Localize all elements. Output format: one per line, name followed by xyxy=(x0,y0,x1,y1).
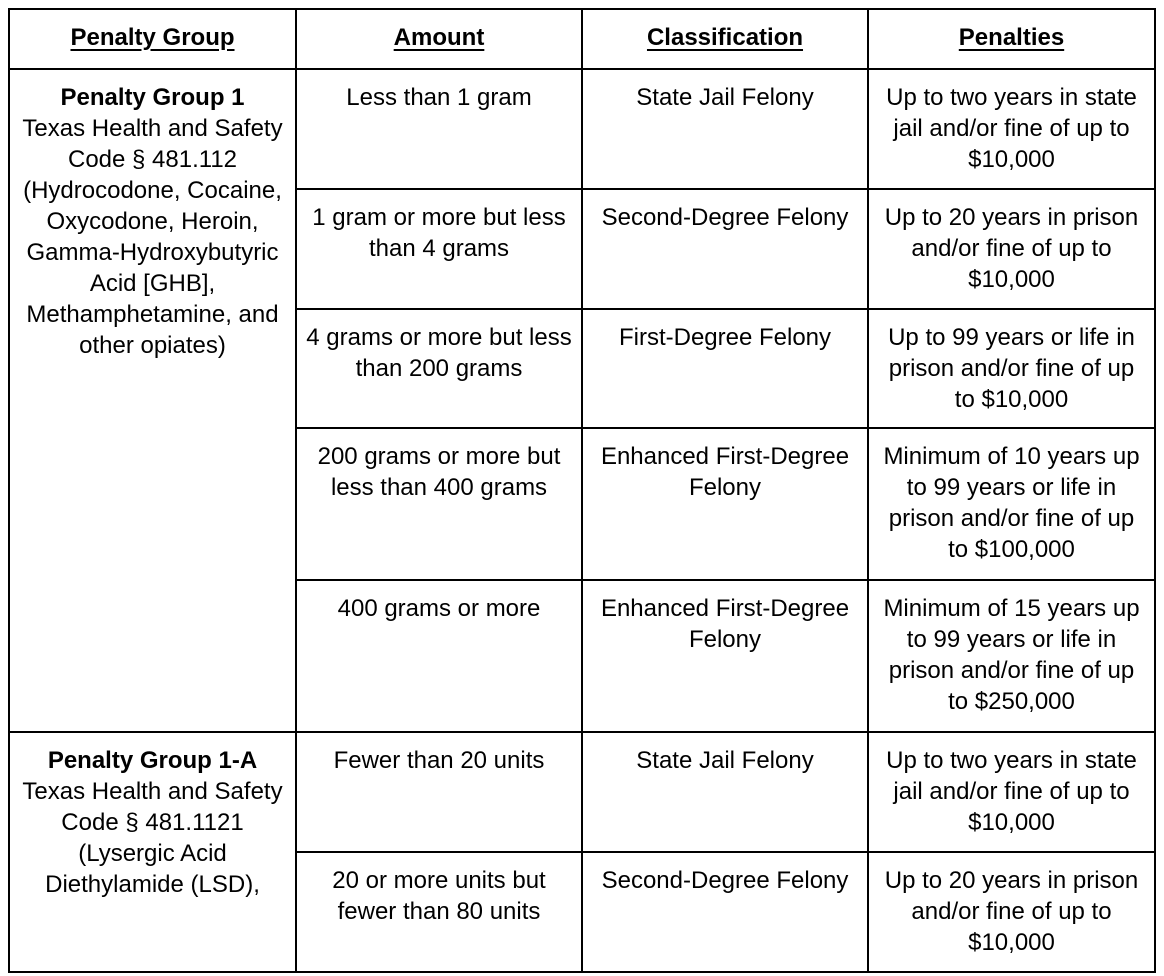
classification-cell: State Jail Felony xyxy=(582,732,868,852)
penalty-cell: Up to two years in state jail and/or fine of up to $10,000 xyxy=(868,732,1155,852)
header-classification: Classification xyxy=(582,9,868,69)
amount-cell: 400 grams or more xyxy=(296,580,582,732)
penalty-cell: Up to two years in state jail and/or fine of up to $10,000 xyxy=(868,69,1155,189)
penalty-group-cell xyxy=(9,732,296,972)
header-penalty-group: Penalty Group xyxy=(9,9,296,69)
penalty-cell: Minimum of 10 years up to 99 years or life in prison and/or fine of up to $100,000 xyxy=(868,428,1155,580)
header-row xyxy=(9,9,1155,69)
classification-cell: Second-Degree Felony xyxy=(582,189,868,309)
penalty-cell: Up to 20 years in prison and/or fine of up to $10,000 xyxy=(868,852,1155,972)
penalty-group-description: Texas Health and Safety Code § 481.112 (Hydrocodone, Cocaine, Oxycodone, Heroin, Gamma-Hydroxybutyric Acid [GHB], Methamphetamine, and other opiates) xyxy=(22,115,283,359)
penalty-cell: Up to 99 years or life in prison and/or fine of up to $10,000 xyxy=(868,309,1155,428)
amount-cell: Fewer than 20 units xyxy=(296,732,582,852)
penalty-cell: Minimum of 15 years up to 99 years or life in prison and/or fine of up to $250,000 xyxy=(868,580,1155,732)
classification-cell: Enhanced First-Degree Felony xyxy=(582,580,868,732)
penalty-group-description: Texas Health and Safety Code § 481.1121 (Lysergic Acid Diethylamide (LSD), xyxy=(22,778,283,898)
classification-cell: First-Degree Felony xyxy=(582,309,868,428)
classification-cell: Second-Degree Felony xyxy=(582,852,868,972)
header-penalties: Penalties xyxy=(868,9,1155,69)
amount-cell: 4 grams or more but less than 200 grams xyxy=(296,309,582,428)
penalty-cell: Up to 20 years in prison and/or fine of up to $10,000 xyxy=(868,189,1155,309)
penalty-group-name: Penalty Group 1 xyxy=(60,84,245,111)
classification-cell: Enhanced First-Degree Felony xyxy=(582,428,868,580)
penalty-group-cell xyxy=(9,69,296,732)
classification-cell: State Jail Felony xyxy=(582,69,868,189)
penalty-group-name: Penalty Group 1-A xyxy=(47,747,258,774)
table-row xyxy=(9,69,1155,189)
amount-cell: 20 or more units but fewer than 80 units xyxy=(296,852,582,972)
penalty-table xyxy=(8,8,1156,973)
amount-cell: 200 grams or more but less than 400 grams xyxy=(296,428,582,580)
amount-cell: 1 gram or more but less than 4 grams xyxy=(296,189,582,309)
header-amount: Amount xyxy=(296,9,582,69)
table-row xyxy=(9,732,1155,852)
amount-cell: Less than 1 gram xyxy=(296,69,582,189)
